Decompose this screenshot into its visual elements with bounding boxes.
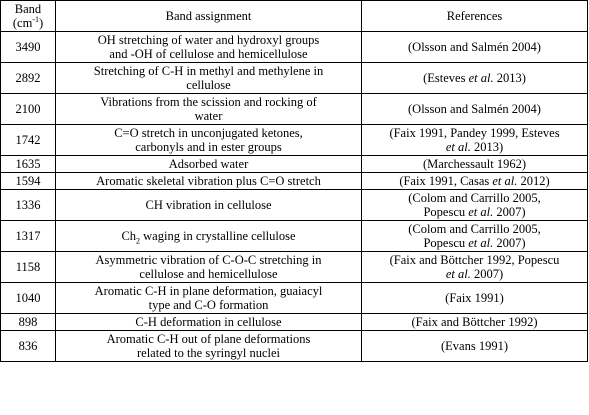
header-band: Band $(cm^{-1})$ bbox=[1, 1, 56, 32]
reference-cell: (Colom and Carrillo 2005, Popescu et al. 2007) bbox=[362, 190, 588, 221]
band-cell: 3490 bbox=[1, 32, 56, 63]
band-cell: 2100 bbox=[1, 94, 56, 125]
reference-cell: (Faix 1991) bbox=[362, 283, 588, 314]
assignment-cell: $Ch_2$ waging in crystalline cellulose bbox=[56, 221, 362, 252]
assignment-cell: Adsorbed water bbox=[56, 156, 362, 173]
reference-cell: (Olsson and Salmén 2004) bbox=[362, 32, 588, 63]
assignment-cell: Aromatic C-H in plane deformation, guaiacyl type and C-O formation bbox=[56, 283, 362, 314]
band-cell: 1742 bbox=[1, 125, 56, 156]
reference-cell: (Faix and Böttcher 1992, Popescu et al. 2007) bbox=[362, 252, 588, 283]
table-row bbox=[1, 173, 588, 190]
table-row bbox=[1, 32, 588, 63]
table-row bbox=[1, 156, 588, 173]
table-row bbox=[1, 190, 588, 221]
band-cell: 1317 bbox=[1, 221, 56, 252]
band-cell: 1158 bbox=[1, 252, 56, 283]
header-assignment: Band assignment bbox=[56, 1, 362, 32]
reference-cell: (Faix 1991, Pandey 1999, Esteves et al. 2013) bbox=[362, 125, 588, 156]
header-references: References bbox=[362, 1, 588, 32]
reference-cell: (Esteves et al. 2013) bbox=[362, 63, 588, 94]
band-cell: 836 bbox=[1, 331, 56, 362]
table-row bbox=[1, 94, 588, 125]
band-cell: 1336 bbox=[1, 190, 56, 221]
table-row bbox=[1, 221, 588, 252]
reference-cell: (Marchessault 1962) bbox=[362, 156, 588, 173]
reference-cell: (Faix 1991, Casas et al. 2012) bbox=[362, 173, 588, 190]
band-cell: 1040 bbox=[1, 283, 56, 314]
assignment-cell: OH stretching of water and hydroxyl groups and -OH of cellulose and hemicellulose bbox=[56, 32, 362, 63]
reference-cell: (Olsson and Salmén 2004) bbox=[362, 94, 588, 125]
header-row bbox=[1, 1, 588, 32]
table-row bbox=[1, 125, 588, 156]
assignment-cell: Aromatic skeletal vibration plus C=O stretch bbox=[56, 173, 362, 190]
table-row bbox=[1, 314, 588, 331]
reference-cell: (Faix and Böttcher 1992) bbox=[362, 314, 588, 331]
assignment-cell: Asymmetric vibration of C-O-C stretching in cellulose and hemicellulose bbox=[56, 252, 362, 283]
reference-cell: (Evans 1991) bbox=[362, 331, 588, 362]
band-cell: 898 bbox=[1, 314, 56, 331]
table-row bbox=[1, 63, 588, 94]
assignment-cell: C-H deformation in cellulose bbox=[56, 314, 362, 331]
table-row bbox=[1, 331, 588, 362]
reference-cell: (Colom and Carrillo 2005, Popescu et al. 2007) bbox=[362, 221, 588, 252]
band-cell: 1635 bbox=[1, 156, 56, 173]
band-cell: 1594 bbox=[1, 173, 56, 190]
table-row bbox=[1, 283, 588, 314]
assignment-cell: CH vibration in cellulose bbox=[56, 190, 362, 221]
table-row bbox=[1, 252, 588, 283]
assignment-cell: Stretching of C-H in methyl and methylene in cellulose bbox=[56, 63, 362, 94]
assignment-cell: C=O stretch in unconjugated ketones, carbonyls and in ester groups bbox=[56, 125, 362, 156]
assignment-cell: Vibrations from the scission and rocking of water bbox=[56, 94, 362, 125]
band-cell: 2892 bbox=[1, 63, 56, 94]
assignment-cell: Aromatic C-H out of plane deformations related to the syringyl nuclei bbox=[56, 331, 362, 362]
